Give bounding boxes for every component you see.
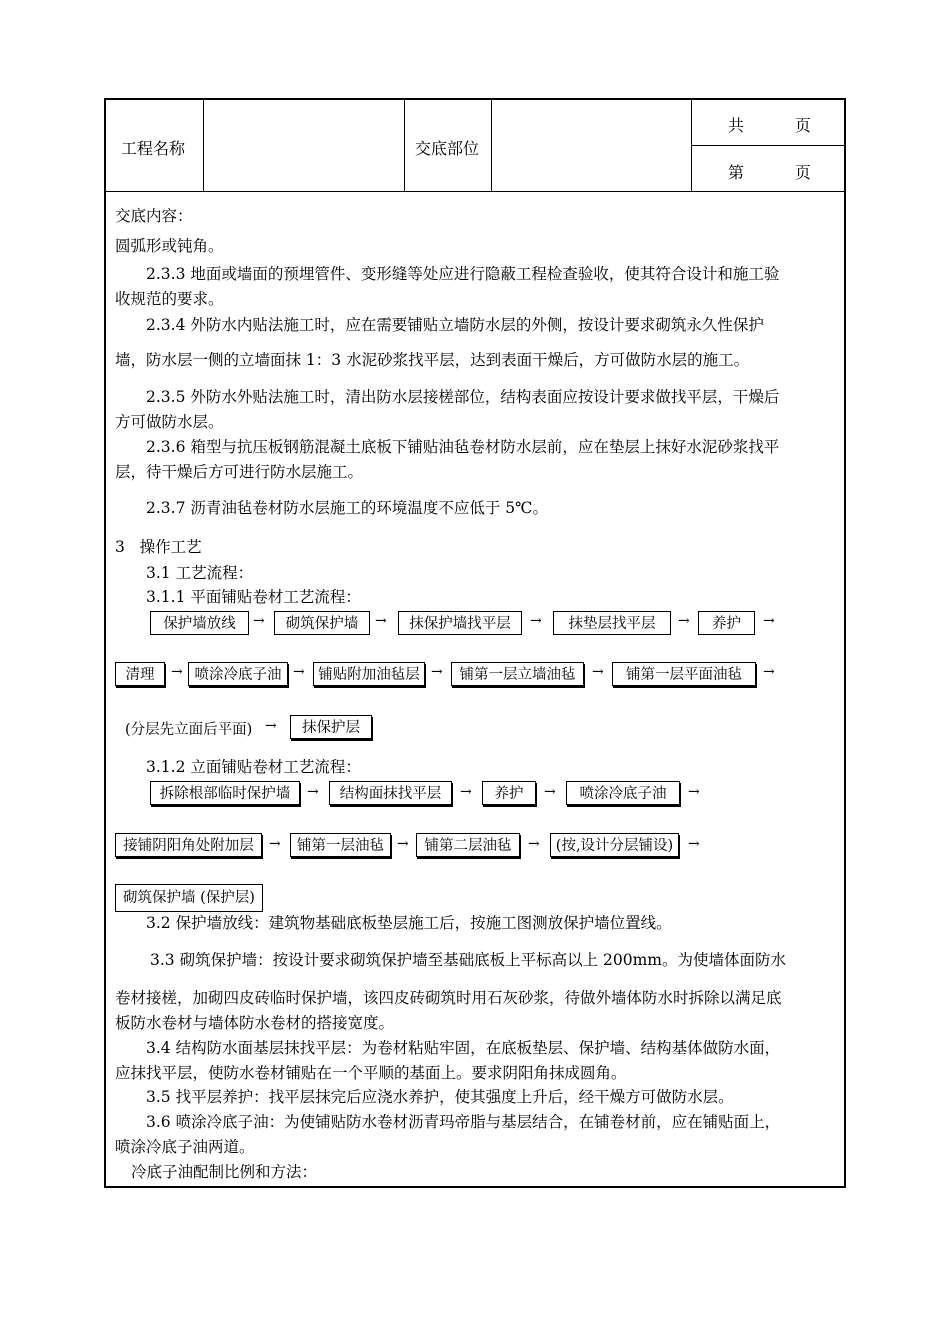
project-name-label: 工程名称: [121, 139, 186, 158]
header-page-rule: [691, 145, 846, 146]
flow-box: 清理: [115, 662, 165, 686]
flow-box: 喷涂冷底子油: [188, 662, 288, 686]
header-divider-2: [404, 98, 405, 192]
paragraph-line: 3.1.1 平面铺贴卷材工艺流程：: [146, 588, 361, 606]
arrow-icon: →: [307, 784, 319, 800]
arrow-icon: →: [688, 836, 700, 852]
paragraph-line: 3.2 保护墙放线：建筑物基础底板垫层施工后，按施工图测放保护墙位置线。: [146, 914, 672, 932]
arrow-icon: →: [544, 784, 556, 800]
paragraph-line: 2.3.7 沥青油毡卷材防水层施工的环境温度不应低于 5℃。: [146, 499, 548, 517]
paragraph-line: 2.3.5 外防水外贴法施工时，清出防水层接槎部位，结构表面应按设计要求做找平层，干燥后: [146, 388, 780, 406]
header-bottom-rule: [104, 191, 846, 192]
paragraph-line: 圆弧形或钝角。: [115, 237, 224, 255]
paragraph-line: 3.1.2 立面铺贴卷材工艺流程：: [146, 758, 361, 776]
arrow-icon: →: [528, 836, 540, 852]
arrow-icon: →: [763, 613, 775, 629]
arrow-icon: →: [688, 784, 700, 800]
flow-box: 铺第一层油毡: [290, 833, 391, 857]
paragraph-line: 墙，防水层一侧的立墙面抹 1：3 水泥砂浆找平层，达到表面干燥后，方可做防水层的施工。: [115, 351, 750, 369]
flow-box: 结构面抹找平层: [329, 781, 452, 805]
arrow-icon: →: [431, 664, 443, 680]
arrow-icon: →: [171, 664, 183, 680]
paragraph-line: 方可做防水层。: [115, 413, 224, 431]
flow-box: 保护墙放线: [150, 611, 249, 635]
paragraph-line: 喷涂冷底子油两道。: [115, 1138, 255, 1156]
flow-box: 拆除根部临时保护墙: [150, 781, 300, 805]
flow-box: 抹保护层: [290, 715, 372, 739]
paragraph-line: 冷底子油配制比例和方法：: [131, 1163, 318, 1181]
paragraph-line: 3.4 结构防水面基层抹找平层：为卷材粘贴牢固，在底板垫层、保护墙、结构基体做防水面，: [146, 1039, 781, 1057]
arrow-icon: →: [592, 664, 604, 680]
paragraph-line: 2.3.3 地面或墙面的预埋管件、变形缝等处应进行隐蔽工程检查验收，使其符合设计和施工验: [146, 265, 780, 283]
page-number: 第 页: [728, 163, 811, 182]
arrow-icon: →: [253, 613, 265, 629]
paragraph-line: 2.3.4 外防水内贴法施工时，应在需要铺贴立墙防水层的外侧，按设计要求砌筑永久性保护: [146, 316, 764, 334]
flow-box: 铺第一层平面油毡: [612, 662, 756, 686]
flow-box: 养护: [482, 781, 536, 805]
paragraph-line: 3.3 砌筑保护墙：按设计要求砌筑保护墙至基础底板上平标高以上 200mm。为使墙体面防水: [150, 951, 786, 969]
flow-box: 抹保护墙找平层: [398, 611, 522, 635]
arrow-icon: →: [397, 836, 409, 852]
flow-box: 养护: [698, 611, 755, 635]
location-label: 交底部位: [415, 139, 480, 158]
arrow-icon: →: [763, 664, 775, 680]
flow-box: 接铺阴阳角处附加层: [115, 833, 262, 857]
paragraph-line: 2.3.6 箱型与抗压板钢筋混凝土底板下铺贴油毡卷材防水层前，应在垫层上抹好水泥砂浆找平: [146, 438, 780, 456]
header-divider-1: [203, 98, 204, 192]
flow-box: 铺贴附加油毡层: [313, 662, 425, 686]
arrow-icon: →: [265, 718, 277, 734]
paragraph-line: 层，待干燥后方可进行防水层施工。: [115, 463, 364, 481]
paragraph-line: 3.1 工艺流程：: [146, 564, 254, 582]
arrow-icon: →: [530, 613, 542, 629]
paragraph-line: 应抹找平层，使防水卷材铺贴在一个平顺的基面上。要求阴阳角抹成圆角。: [115, 1064, 627, 1082]
flow-box: (按,设计分层铺设): [550, 833, 679, 857]
paragraph-line: 卷材接槎，加砌四皮砖临时保护墙，该四皮砖砌筑时用石灰砂浆，待做外墙体防水时拆除以满足底: [115, 989, 782, 1007]
flow-note: (分层先立面后平面): [125, 722, 253, 738]
flow-box: 铺第二层油毡: [416, 833, 520, 857]
paragraph-line: 收规范的要求。: [115, 290, 224, 308]
arrow-icon: →: [460, 784, 472, 800]
arrow-icon: →: [678, 613, 690, 629]
flow-box: 砌筑保护墙: [274, 611, 370, 635]
flow-box: 喷涂冷底子油: [566, 781, 680, 805]
paragraph-line: 板防水卷材与墙体防水卷材的搭接宽度。: [115, 1014, 395, 1032]
paragraph-line: 3.5 找平层养护：找平层抹完后应浇水养护，使其强度上升后，经干燥方可做防水层。: [146, 1088, 734, 1106]
flow-box: 铺第一层立墙油毡: [451, 662, 584, 686]
total-pages: 共 页: [728, 116, 811, 135]
flow-box: 砌筑保护墙 (保护层): [115, 884, 263, 912]
section-heading: 3 操作工艺: [115, 538, 202, 556]
arrow-icon: →: [293, 664, 305, 680]
paragraph-line: 3.6 喷涂冷底子油：为使铺贴防水卷材沥青玛帝脂与基层结合，在铺卷材前，应在铺贴面上，: [146, 1113, 781, 1131]
arrow-icon: →: [269, 836, 281, 852]
header-divider-3: [491, 98, 492, 192]
arrow-icon: →: [375, 613, 387, 629]
content-label: 交底内容：: [115, 207, 193, 225]
flow-box: 抹垫层找平层: [553, 611, 671, 635]
